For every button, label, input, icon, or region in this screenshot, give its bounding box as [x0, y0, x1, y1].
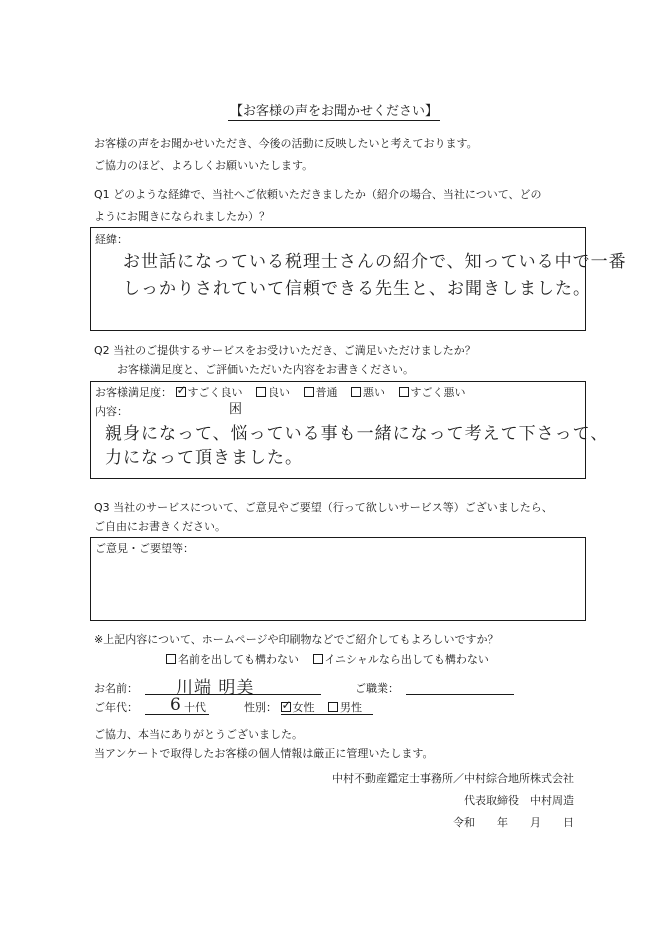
- option-bad-checkbox[interactable]: [351, 387, 361, 397]
- consent-question: ※上記内容について、ホームページや印刷物などでご紹介してもよろしいですか？: [94, 633, 499, 646]
- gender-label: 性別：: [244, 701, 277, 714]
- option-bad[interactable]: 悪い: [351, 386, 385, 399]
- q3-answer-box[interactable]: [90, 537, 586, 621]
- option-very-good-checkbox[interactable]: [176, 383, 187, 397]
- consent-option-initials[interactable]: イニシャルなら出しても構わない: [313, 653, 489, 666]
- check-mark-icon: ✓: [176, 383, 187, 397]
- q3-question-line-1: Q3 当社のサービスについて、ご意見やご要望（行って欲しいサービス等）ございましたら、: [94, 501, 553, 514]
- company-representative: 代表取締役 中村周造: [464, 794, 574, 807]
- q3-field-label: ご意見・ご要望等：: [95, 542, 194, 555]
- q2-content-label: 内容：: [95, 405, 128, 418]
- gender-female-checkbox[interactable]: [281, 698, 292, 712]
- satisfaction-row: [95, 385, 476, 401]
- q2-answer-line-2: 力になって頂きました。: [105, 448, 303, 468]
- satisfaction-label: お客様満足度：: [95, 386, 172, 399]
- age-label: ご年代：: [94, 701, 138, 714]
- q1-answer-line-2: しっかりされていて信頼できる先生と、お聞きしました。: [123, 279, 591, 299]
- option-normal-checkbox[interactable]: [304, 387, 314, 397]
- q3-question-line-2: ご自由にお書きください。: [94, 520, 226, 533]
- option-good-checkbox[interactable]: [256, 387, 266, 397]
- survey-title: 【お客様の声をお聞かせください】: [229, 104, 438, 119]
- consent-name-checkbox[interactable]: [166, 654, 176, 664]
- gender-option-male[interactable]: 男性: [328, 701, 362, 714]
- intro-line-1: お客様の声をお聞かせいただき、今後の活動に反映したいと考えております。: [94, 137, 478, 150]
- q2-answer-box[interactable]: [90, 381, 609, 479]
- q2-question: Q2 当社のご提供するサービスをお受けいただき、ご満足いただけましたか？: [94, 344, 476, 357]
- option-very-bad-checkbox[interactable]: [399, 387, 409, 397]
- consent-initials-checkbox[interactable]: [313, 654, 323, 664]
- job-label: ご職業：: [355, 682, 399, 695]
- q2-answer-line-1: 親身になって、悩っている事も一緒になって考えて下さって、: [105, 424, 609, 444]
- q1-answer-box[interactable]: [90, 227, 627, 331]
- date-line: 令和 年 月 日: [453, 816, 574, 829]
- job-field[interactable]: [406, 694, 514, 695]
- closing-line-1: ご協力、本当にありがとうございました。: [94, 728, 303, 741]
- option-normal[interactable]: 普通: [304, 386, 338, 399]
- option-good[interactable]: 良い: [256, 386, 290, 399]
- q2-subtext: お客様満足度と、ご評価いただいた内容をお書きください。: [117, 363, 414, 376]
- gender-underline: [281, 714, 373, 715]
- intro-line-2: ご協力のほど、よろしくお願いいたします。: [94, 159, 314, 172]
- option-very-bad[interactable]: すごく悪い: [399, 386, 466, 399]
- gender-male-checkbox[interactable]: [328, 702, 338, 712]
- age-value: 6: [170, 695, 182, 715]
- closing-line-2: 当アンケートで取得したお客様の個人情報は厳正に管理いたします。: [94, 747, 434, 760]
- name-label: お名前：: [94, 682, 138, 695]
- consent-options: [166, 652, 499, 668]
- q1-question-line-1: Q1 どのような経緯で、当社へご依頼いただきましたか（紹介の場合、当社について、どの: [94, 188, 542, 201]
- check-mark-icon: ✓: [281, 698, 292, 712]
- company-name: 中村不動産鑑定士事務所／中村綜合地所株式会社: [332, 772, 574, 785]
- gender-option-female[interactable]: ✓ 女性: [281, 698, 315, 714]
- q1-field-label: 経緯：: [95, 233, 128, 246]
- consent-option-name[interactable]: 名前を出しても構わない: [166, 653, 299, 666]
- q1-answer-line-1: お世話になっている税理士さんの紹介で、知っている中で一番: [123, 252, 627, 272]
- q2-answer-correction: 困: [229, 402, 244, 417]
- q1-question-line-2: ようにお聞きになられましたか）？: [94, 210, 270, 223]
- option-very-good[interactable]: ✓ すごく良い: [176, 383, 243, 399]
- age-suffix: 十代: [184, 701, 206, 714]
- name-value: 川端 明美: [176, 678, 255, 698]
